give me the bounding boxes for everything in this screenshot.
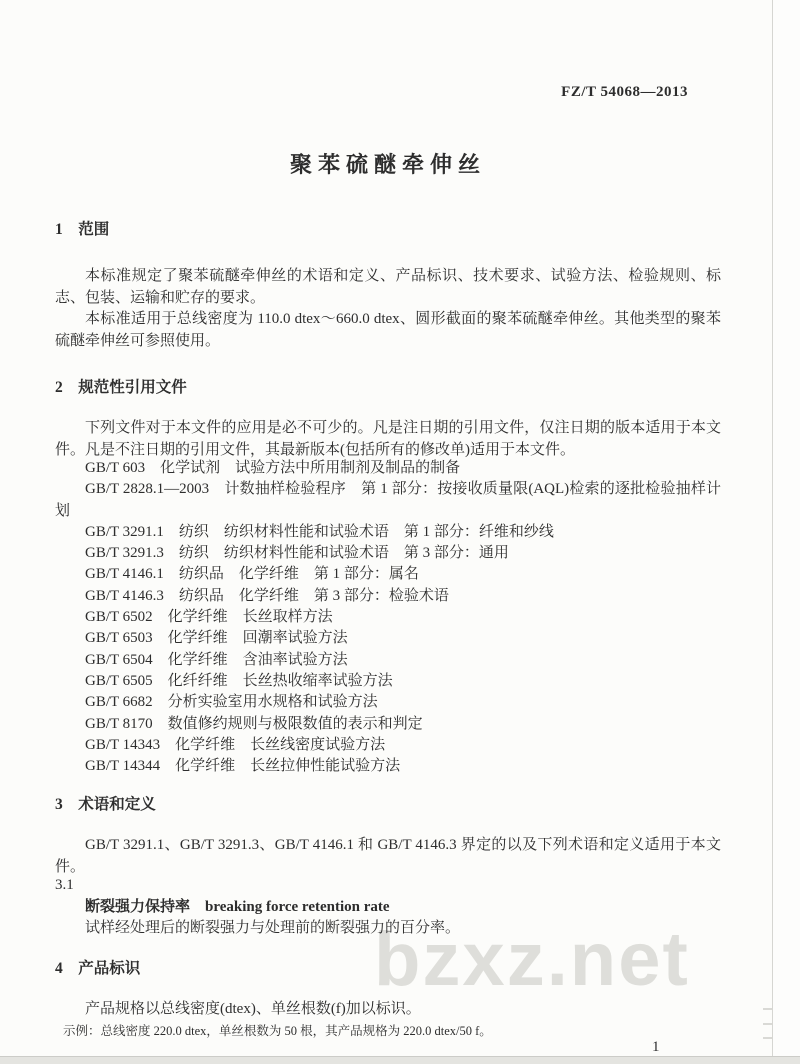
reference-item: GB/T 6504 化学纤维 含油率试验方法 <box>85 651 348 668</box>
scope-paragraph-2: 本标准适用于总线密度为 110.0 dtex～660.0 dtex、圆形截面的聚苯硫醚牵伸丝。其他类型的聚苯硫醚牵伸丝可参照使用。 <box>55 311 721 349</box>
term-entry: 断裂强力保持率 breaking force retention rate <box>85 899 390 915</box>
reference-item: GB/T 2828.1—2003 计数抽样检验程序 第 1 部分：按接收质量限(AQL)检索的逐批检验抽样计划 <box>55 481 721 519</box>
reference-item: GB/T 6682 分析实验室用水规格和试验方法 <box>85 694 378 711</box>
standard-code: FZ/T 54068—2013 <box>561 84 688 100</box>
reference-item: GB/T 4146.3 纺织品 化学纤维 第 3 部分：检验术语 <box>85 587 449 604</box>
reference-item: GB/T 3291.3 纺织 纺织材料性能和试验术语 第 3 部分：通用 <box>85 545 509 562</box>
reference-item: GB/T 8170 数值修约规则与极限数值的表示和判定 <box>85 715 423 732</box>
section-heading-scope: 1 范围 <box>55 221 110 238</box>
product-identification-example: 示例：总线密度 220.0 dtex，单丝根数为 50 根，其产品规格为 220.0 dtex/50 f。 <box>63 1024 492 1038</box>
reference-item: GB/T 14344 化学纤维 长丝拉伸性能试验方法 <box>85 758 401 775</box>
page-number: 1 <box>652 1039 660 1055</box>
normative-references-list <box>55 458 721 777</box>
reference-item: GB/T 6502 化学纤维 长丝取样方法 <box>85 609 333 626</box>
site-watermark: bzxz.net <box>374 917 690 1002</box>
reference-item: GB/T 3291.1 纺织 纺织材料性能和试验术语 第 1 部分：纤维和纱线 <box>85 523 554 540</box>
reference-item: GB/T 603 化学试剂 试验方法中所用制剂及制品的制备 <box>85 460 461 476</box>
normative-references-intro: 下列文件对于本文件的应用是必不可少的。凡是注日期的引用文件，仅注日期的版本适用于本文件。凡是不注日期的引用文件，其最新版本(包括所有的修改单)适用于本文件。 <box>55 420 721 458</box>
reference-item: GB/T 14343 化学纤维 长丝线密度试验方法 <box>85 736 386 753</box>
product-identification-paragraph: 产品规格以总线密度(dtex)、单丝根数(f)加以标识。 <box>85 1001 421 1017</box>
reference-item: GB/T 4146.1 纺织品 化学纤维 第 1 部分：属名 <box>85 566 419 583</box>
section-heading-normative-references: 2 规范性引用文件 <box>55 379 187 396</box>
section-heading-product-identification: 4 产品标识 <box>55 960 141 977</box>
terms-intro: GB/T 3291.1、GB/T 3291.3、GB/T 4146.1 和 GB/T 4146.3 界定的以及下列术语和定义适用于本文件。 <box>55 837 721 875</box>
reference-item: GB/T 6503 化学纤维 回潮率试验方法 <box>85 630 348 647</box>
document-title: 聚苯硫醚牵伸丝 <box>289 152 486 177</box>
clause-number: 3.1 <box>55 877 74 893</box>
reference-item: GB/T 6505 化纤纤维 长丝热收缩率试验方法 <box>85 672 393 689</box>
term-definition: 试样经处理后的断裂强力与处理前的断裂强力的百分率。 <box>85 920 461 936</box>
section-heading-terms: 3 术语和定义 <box>55 796 156 813</box>
scope-paragraph-1: 本标准规定了聚苯硫醚牵伸丝的术语和定义、产品标识、技术要求、试验方法、检验规则、标志、包装、运输和贮存的要求。 <box>55 268 721 306</box>
